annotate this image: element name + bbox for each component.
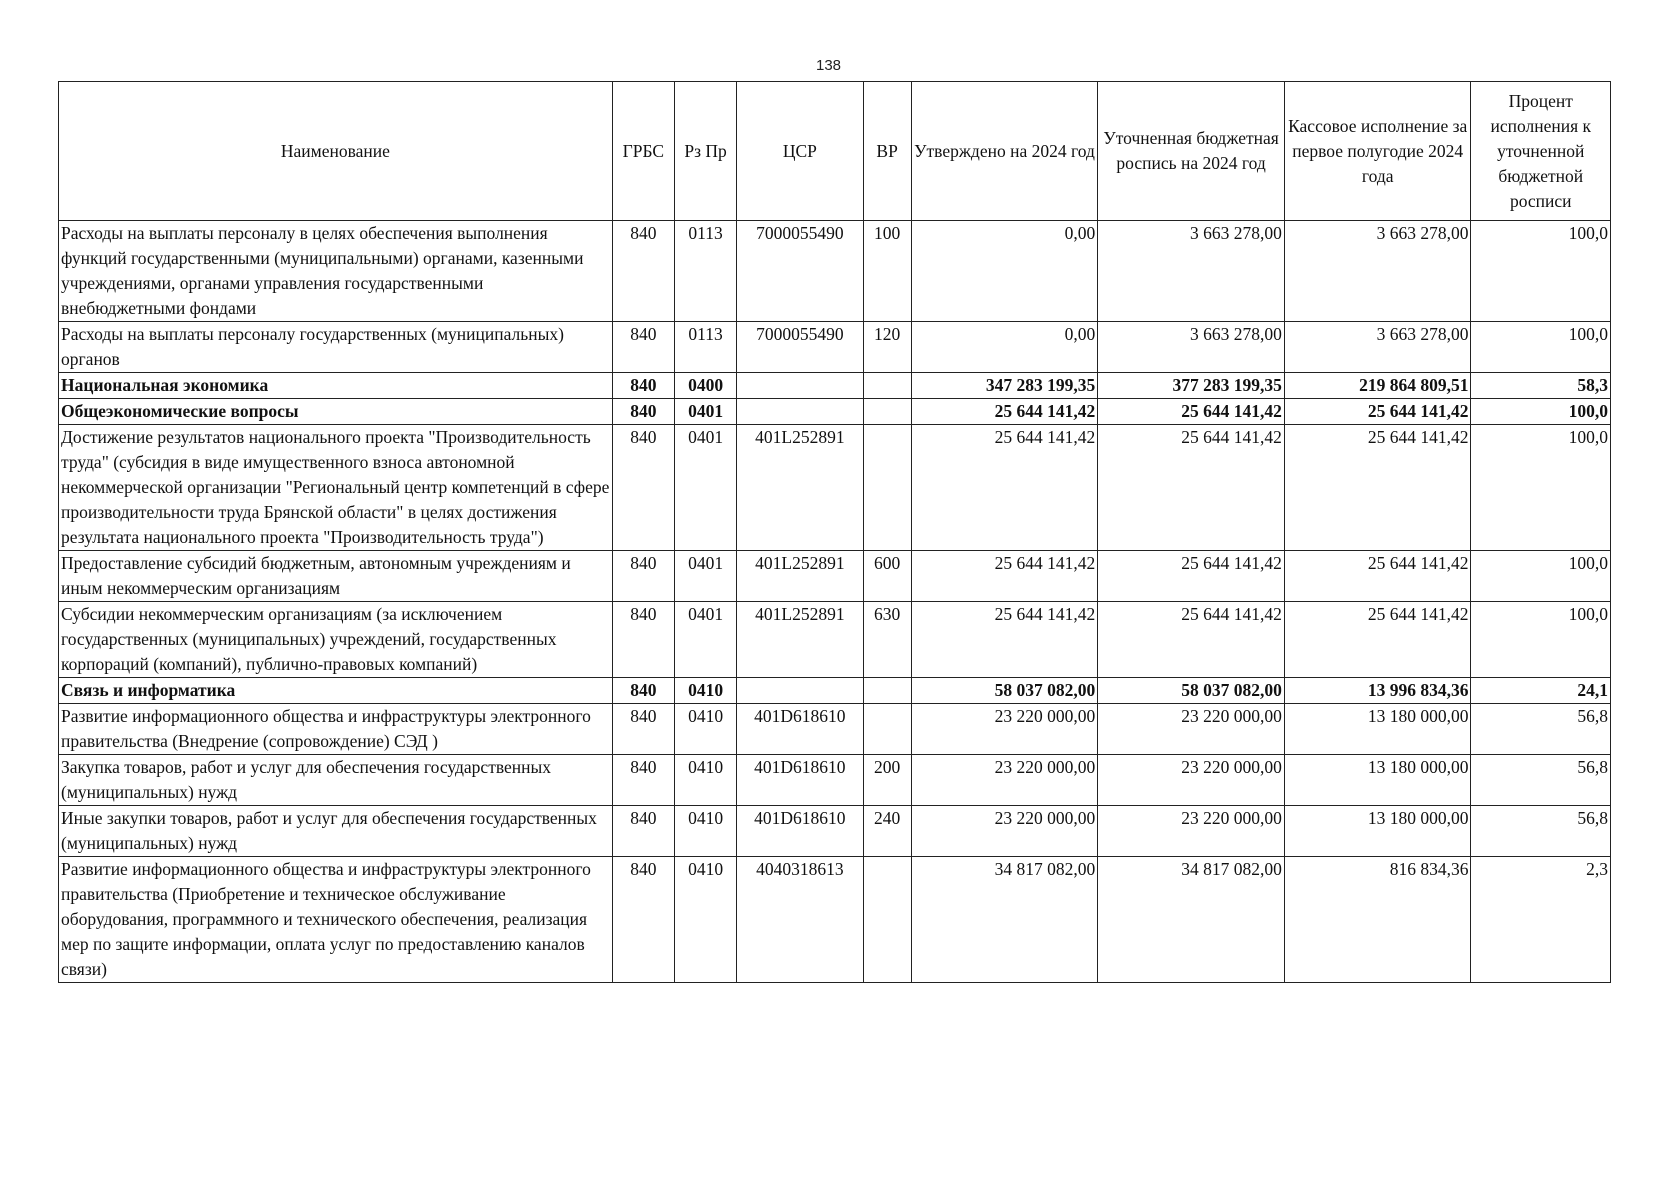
cell-csr <box>737 678 863 704</box>
cell-grbs: 840 <box>612 399 674 425</box>
column-header-name: Наименование <box>59 82 613 221</box>
cell-vr: 630 <box>863 602 911 678</box>
cell-grbs: 840 <box>612 425 674 551</box>
column-header-rzpr: Рз Пр <box>674 82 736 221</box>
cell-vr: 240 <box>863 806 911 857</box>
cell-rzpr: 0401 <box>674 551 736 602</box>
cell-csr: 4040318613 <box>737 857 863 983</box>
cell-grbs: 840 <box>612 857 674 983</box>
cell-execution-percent: 100,0 <box>1471 322 1611 373</box>
cell-execution-percent: 100,0 <box>1471 221 1611 322</box>
cell-rzpr: 0410 <box>674 704 736 755</box>
cell-grbs: 840 <box>612 551 674 602</box>
cell-execution-percent: 100,0 <box>1471 399 1611 425</box>
cell-approved: 0,00 <box>911 322 1098 373</box>
cell-approved: 0,00 <box>911 221 1098 322</box>
cell-approved: 25 644 141,42 <box>911 425 1098 551</box>
cell-csr <box>737 399 863 425</box>
column-header-csr: ЦСР <box>737 82 863 221</box>
cell-name: Расходы на выплаты персоналу в целях обеспечения выполнения функций государственными (муниципальными) органами, казенными учреждениями, органами управления государственными внебюджетными фондами <box>59 221 613 322</box>
cell-rzpr: 0401 <box>674 602 736 678</box>
table-row <box>59 602 1611 678</box>
cell-grbs: 840 <box>612 373 674 399</box>
cell-execution-percent: 100,0 <box>1471 602 1611 678</box>
cell-execution-percent: 58,3 <box>1471 373 1611 399</box>
cell-refined-budget: 3 663 278,00 <box>1098 322 1285 373</box>
table-row <box>59 551 1611 602</box>
cell-approved: 58 037 082,00 <box>911 678 1098 704</box>
cell-name: Национальная экономика <box>59 373 613 399</box>
cell-approved: 25 644 141,42 <box>911 551 1098 602</box>
cell-csr: 7000055490 <box>737 322 863 373</box>
page-number: 138 <box>816 57 842 74</box>
cell-execution-percent: 100,0 <box>1471 425 1611 551</box>
cell-execution-percent: 24,1 <box>1471 678 1611 704</box>
cell-rzpr: 0401 <box>674 425 736 551</box>
table-section-row <box>59 373 1611 399</box>
cell-name: Иные закупки товаров, работ и услуг для обеспечения государственных (муниципальных) нужд <box>59 806 613 857</box>
cell-name: Общеэкономические вопросы <box>59 399 613 425</box>
cell-vr <box>863 373 911 399</box>
cell-csr: 401L252891 <box>737 425 863 551</box>
cell-vr: 600 <box>863 551 911 602</box>
cell-execution-percent: 56,8 <box>1471 755 1611 806</box>
cell-approved: 25 644 141,42 <box>911 399 1098 425</box>
cell-name: Достижение результатов национального проекта "Производительность труда" (субсидия в виде имущественного взноса автономной некоммерческой организации "Региональный центр компетенций в сфере производительности труда Брянской области" в целях достижения результата национального проекта "Производительность труда") <box>59 425 613 551</box>
column-header-vr: ВР <box>863 82 911 221</box>
cell-name: Связь и информатика <box>59 678 613 704</box>
cell-vr: 200 <box>863 755 911 806</box>
cell-cash-execution: 13 180 000,00 <box>1284 704 1471 755</box>
cell-name: Развитие информационного общества и инфраструктуры электронного правительства (Приобретение и техническое обслуживание оборудования, программного и технического обеспечения, реализация мер по защите информации, оплата услуг по предоставлению каналов связи) <box>59 857 613 983</box>
cell-rzpr: 0410 <box>674 857 736 983</box>
cell-vr <box>863 399 911 425</box>
cell-approved: 34 817 082,00 <box>911 857 1098 983</box>
column-header-cash-execution: Кассовое исполнение за первое полугодие 2024 года <box>1284 82 1471 221</box>
cell-cash-execution: 25 644 141,42 <box>1284 602 1471 678</box>
cell-csr: 7000055490 <box>737 221 863 322</box>
cell-cash-execution: 13 180 000,00 <box>1284 806 1471 857</box>
cell-rzpr: 0401 <box>674 399 736 425</box>
table-row <box>59 425 1611 551</box>
cell-cash-execution: 816 834,36 <box>1284 857 1471 983</box>
cell-execution-percent: 100,0 <box>1471 551 1611 602</box>
cell-refined-budget: 23 220 000,00 <box>1098 704 1285 755</box>
cell-approved: 347 283 199,35 <box>911 373 1098 399</box>
column-header-refined-budget: Уточненная бюджетная роспись на 2024 год <box>1098 82 1285 221</box>
cell-grbs: 840 <box>612 704 674 755</box>
table-row <box>59 704 1611 755</box>
table-row <box>59 322 1611 373</box>
cell-refined-budget: 34 817 082,00 <box>1098 857 1285 983</box>
cell-cash-execution: 25 644 141,42 <box>1284 399 1471 425</box>
cell-execution-percent: 56,8 <box>1471 806 1611 857</box>
cell-refined-budget: 23 220 000,00 <box>1098 806 1285 857</box>
table-section-row <box>59 399 1611 425</box>
cell-rzpr: 0410 <box>674 755 736 806</box>
cell-grbs: 840 <box>612 221 674 322</box>
cell-name: Расходы на выплаты персоналу государственных (муниципальных) органов <box>59 322 613 373</box>
cell-refined-budget: 25 644 141,42 <box>1098 399 1285 425</box>
cell-grbs: 840 <box>612 602 674 678</box>
cell-vr <box>863 857 911 983</box>
cell-vr <box>863 704 911 755</box>
cell-cash-execution: 3 663 278,00 <box>1284 322 1471 373</box>
cell-name: Закупка товаров, работ и услуг для обеспечения государственных (муниципальных) нужд <box>59 755 613 806</box>
table-row <box>59 221 1611 322</box>
cell-csr: 401L252891 <box>737 602 863 678</box>
cell-csr: 401D618610 <box>737 806 863 857</box>
cell-grbs: 840 <box>612 678 674 704</box>
cell-execution-percent: 2,3 <box>1471 857 1611 983</box>
column-header-grbs: ГРБС <box>612 82 674 221</box>
cell-rzpr: 0113 <box>674 221 736 322</box>
cell-vr: 120 <box>863 322 911 373</box>
cell-approved: 23 220 000,00 <box>911 806 1098 857</box>
cell-vr <box>863 678 911 704</box>
table-header <box>59 82 1611 221</box>
column-header-approved: Утверждено на 2024 год <box>911 82 1098 221</box>
cell-name: Развитие информационного общества и инфраструктуры электронного правительства (Внедрение (сопровождение) СЭД ) <box>59 704 613 755</box>
table-row <box>59 857 1611 983</box>
cell-csr: 401D618610 <box>737 704 863 755</box>
cell-csr <box>737 373 863 399</box>
cell-vr <box>863 425 911 551</box>
cell-refined-budget: 25 644 141,42 <box>1098 551 1285 602</box>
cell-refined-budget: 377 283 199,35 <box>1098 373 1285 399</box>
cell-cash-execution: 13 180 000,00 <box>1284 755 1471 806</box>
cell-refined-budget: 58 037 082,00 <box>1098 678 1285 704</box>
cell-name: Предоставление субсидий бюджетным, автономным учреждениям и иным некоммерческим организациям <box>59 551 613 602</box>
cell-approved: 23 220 000,00 <box>911 755 1098 806</box>
cell-grbs: 840 <box>612 755 674 806</box>
cell-approved: 25 644 141,42 <box>911 602 1098 678</box>
cell-cash-execution: 25 644 141,42 <box>1284 425 1471 551</box>
cell-execution-percent: 56,8 <box>1471 704 1611 755</box>
cell-vr: 100 <box>863 221 911 322</box>
cell-cash-execution: 13 996 834,36 <box>1284 678 1471 704</box>
cell-rzpr: 0113 <box>674 322 736 373</box>
cell-csr: 401D618610 <box>737 755 863 806</box>
table-row <box>59 806 1611 857</box>
cell-grbs: 840 <box>612 806 674 857</box>
cell-grbs: 840 <box>612 322 674 373</box>
cell-rzpr: 0410 <box>674 678 736 704</box>
column-header-execution-percent: Процент исполнения к уточненной бюджетной росписи <box>1471 82 1611 221</box>
cell-csr: 401L252891 <box>737 551 863 602</box>
cell-refined-budget: 23 220 000,00 <box>1098 755 1285 806</box>
cell-rzpr: 0410 <box>674 806 736 857</box>
table-row <box>59 755 1611 806</box>
cell-rzpr: 0400 <box>674 373 736 399</box>
cell-refined-budget: 3 663 278,00 <box>1098 221 1285 322</box>
budget-execution-table <box>58 81 1611 983</box>
table-body <box>59 221 1611 983</box>
cell-cash-execution: 25 644 141,42 <box>1284 551 1471 602</box>
cell-cash-execution: 219 864 809,51 <box>1284 373 1471 399</box>
cell-cash-execution: 3 663 278,00 <box>1284 221 1471 322</box>
cell-approved: 23 220 000,00 <box>911 704 1098 755</box>
cell-refined-budget: 25 644 141,42 <box>1098 602 1285 678</box>
cell-name: Субсидии некоммерческим организациям (за исключением государственных (муниципальных) учреждений, государственных корпораций (компаний), публично-правовых компаний) <box>59 602 613 678</box>
cell-refined-budget: 25 644 141,42 <box>1098 425 1285 551</box>
table-section-row <box>59 678 1611 704</box>
